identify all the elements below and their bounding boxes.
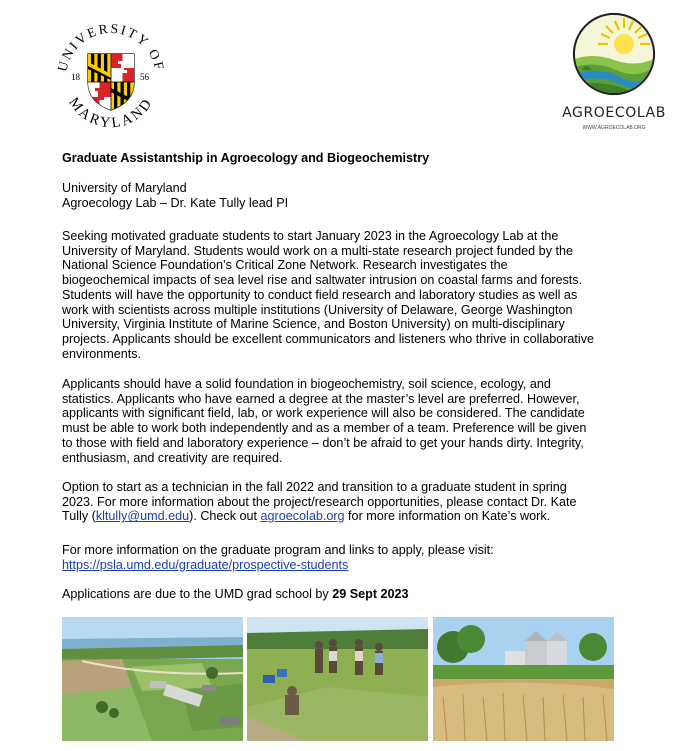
text-line: Option to start as a technician in the fall 2022 and transition to a graduate student in spring bbox=[62, 480, 567, 494]
text-line: environments. bbox=[62, 346, 142, 361]
deadline-date: 29 Sept 2023 bbox=[332, 587, 409, 601]
text-fragment: for more information on Kate’s work. bbox=[344, 509, 551, 524]
text-line: 2023. For more information about the project/research opportunities, please contact Dr. Kate bbox=[62, 494, 577, 509]
text-line bbox=[62, 509, 632, 524]
text-line: statistics. Applicants who have earned a degree at the master’s level are preferred. However, bbox=[62, 391, 580, 406]
umd-arc-bottom: MARYLAND bbox=[65, 94, 157, 132]
affiliation-lab: Agroecology Lab – Dr. Kate Tully lead PI bbox=[62, 195, 289, 210]
text-line: enthusiasm, and creativity are required. bbox=[62, 450, 283, 465]
text-line: Seeking motivated graduate students to start January 2023 in the Agroecology Lab at the bbox=[62, 229, 559, 243]
affiliation-block bbox=[62, 181, 288, 210]
agroecolab-emblem-icon bbox=[572, 13, 656, 98]
text-line: biogeochemical impacts of sea level rise and saltwater intrusion on coastal farms and forests. bbox=[62, 273, 583, 288]
document-title: Graduate Assistantship in Agroecology and Biogeochemistry bbox=[62, 151, 430, 165]
affiliation-university: University of Maryland bbox=[62, 181, 187, 195]
text-line bbox=[62, 558, 632, 573]
graduate-program-link[interactable]: https://psla.umd.edu/graduate/prospective-students bbox=[62, 557, 349, 572]
text-line: For more information on the graduate program and links to apply, please visit: bbox=[62, 543, 494, 557]
paragraph-requirements bbox=[62, 377, 632, 465]
text-line: Students will have the opportunity to conduct field research and laboratory studies as well as bbox=[62, 287, 578, 302]
text-line bbox=[62, 587, 632, 602]
text-line: projects. Applicants should be excellent communicators and listeners who thrive in collaborative bbox=[62, 331, 595, 346]
text-line: Applicants should have a solid foundation in biogeochemistry, soil science, ecology, and bbox=[62, 377, 551, 391]
paragraph-technician-option bbox=[62, 480, 632, 524]
photo-strip bbox=[62, 617, 614, 741]
field-team-photo bbox=[247, 617, 428, 741]
wheat-silos-photo bbox=[433, 617, 614, 741]
text-fragment: Tully ( bbox=[62, 509, 96, 524]
umd-year-right: 56 bbox=[140, 72, 149, 82]
text-line: University of Maryland. Students would work on a multi-state research project funded by the bbox=[62, 243, 573, 258]
deadline-text: Applications are due to the UMD grad school by bbox=[62, 587, 333, 601]
agroecolab-url: WWW.AGROECOLAB.ORG bbox=[582, 125, 646, 131]
paragraph-apply-info bbox=[62, 543, 632, 572]
email-link[interactable]: kltully@umd.edu bbox=[95, 509, 190, 524]
text-fragment: ). Check out bbox=[189, 509, 261, 524]
umd-year-left: 18 bbox=[71, 72, 80, 82]
text-line: must be able to work both independently and as a member of a team. Preference will be given bbox=[62, 421, 587, 436]
umd-shield bbox=[88, 54, 134, 112]
paragraph-deadline bbox=[62, 587, 632, 602]
text-line: work with scientists across multiple institutions (University of Delaware, George Washington bbox=[62, 302, 573, 317]
agroecolab-link[interactable]: agroecolab.org bbox=[260, 509, 345, 524]
aerial-farm-photo bbox=[62, 617, 243, 741]
umd-seal-icon bbox=[52, 16, 170, 134]
text-line: to those with field and laboratory experience – don’t be afraid to get your hands dirty. Integrity, bbox=[62, 435, 584, 450]
paragraph-overview bbox=[62, 229, 632, 361]
text-line: University, Virginia Institute of Marine Science, and Boston University) on multi-disciplinary bbox=[62, 317, 565, 332]
text-line: applicants with significant field, lab, or work experience will also be considered. The candidate bbox=[62, 406, 585, 421]
agroecolab-name: AGROECOLAB bbox=[562, 105, 666, 121]
umd-logo bbox=[52, 16, 170, 134]
text-line: National Science Foundation’s Critical Zone Network. Research investigates the bbox=[62, 258, 508, 273]
agroecolab-logo bbox=[562, 8, 666, 136]
umd-arc-top: UNIVERSITY OF bbox=[54, 20, 168, 74]
